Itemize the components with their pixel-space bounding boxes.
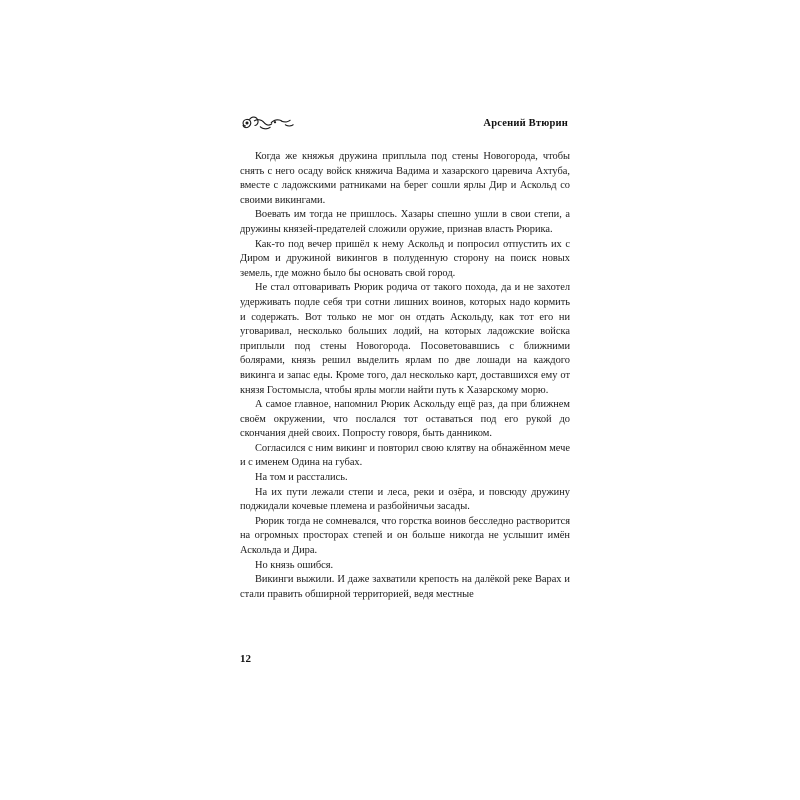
book-page-content	[240, 108, 570, 688]
paragraph: А самое главное, напомнил Рюрик Аскольду ещё раз, да при ближнем своём окружении, что послался тот оставаться под его рукой до скончания дней своих. Попросту говоря, быть данником.	[240, 399, 570, 440]
paragraph: Не стал отговаривать Рюрик родича от такого похода, да и не захотел удерживать подле себя три сотни лишних воинов, которых надо кормить и содержать. Вот только не мог он отдать Аскольду, как тот его ни уговаривал, несколько больших лодий, на которых ладожские войска приплыли под стены Новогорода. Посоветовавшись с ближними болярами, князь решил выделить ярлам по две лошади на каждого викинга и запас еды. Кроме того, дал несколько карт, доставшихся ему от князя Гостомысла, чтобы ярлы могли найти путь к Хазарскому морю.	[240, 282, 570, 396]
paragraph: Согласился с ним викинг и повторил свою клятву на обнажённом мече и с именем Одина на губах.	[240, 442, 570, 469]
vignette-flourish-icon	[240, 110, 296, 136]
paragraph: Викинги выжили. И даже захватили крепость на далёкой реке Варах и стали править обширной территорией, ведя местные	[240, 574, 570, 600]
body-text	[240, 150, 570, 602]
page-number: 12	[240, 653, 251, 665]
page-header	[240, 108, 570, 138]
running-head: Арсений Втюрин	[483, 117, 568, 129]
paragraph: На том и расстались.	[255, 472, 348, 484]
paragraph: На их пути лежали степи и леса, реки и озёра, и повсюду дружину поджидали кочевые племена и разбойничьи засады.	[240, 486, 570, 513]
paragraph: Рюрик тогда не сомневался, что горстка воинов бесследно растворится на огромных просторах степей и он больше никогда не услышит имён Аскольда и Дира.	[240, 515, 570, 557]
paragraph: Как-то под вечер пришёл к нему Аскольд и попросил отпустить их с Диром и дружиной викингов в полуденную сторону на поиск новых земель, где можно было бы основать свой город.	[240, 238, 570, 279]
paragraph: Воевать им тогда не пришлось. Хазары спешно ушли в свои степи, а дружины князей-предателей сложили оружие, признав власть Рюрика.	[240, 209, 570, 235]
paragraph: Но князь ошибся.	[255, 559, 334, 571]
paragraph: Когда же княжья дружина приплыла под стены Новогорода, чтобы снять с него осаду войск княжича Вадима и хазарского царевича Ахтуба, вместе с ладожскими ратниками на берег сошли ярлы Дир и Аскольд со своими викингами.	[240, 151, 570, 206]
